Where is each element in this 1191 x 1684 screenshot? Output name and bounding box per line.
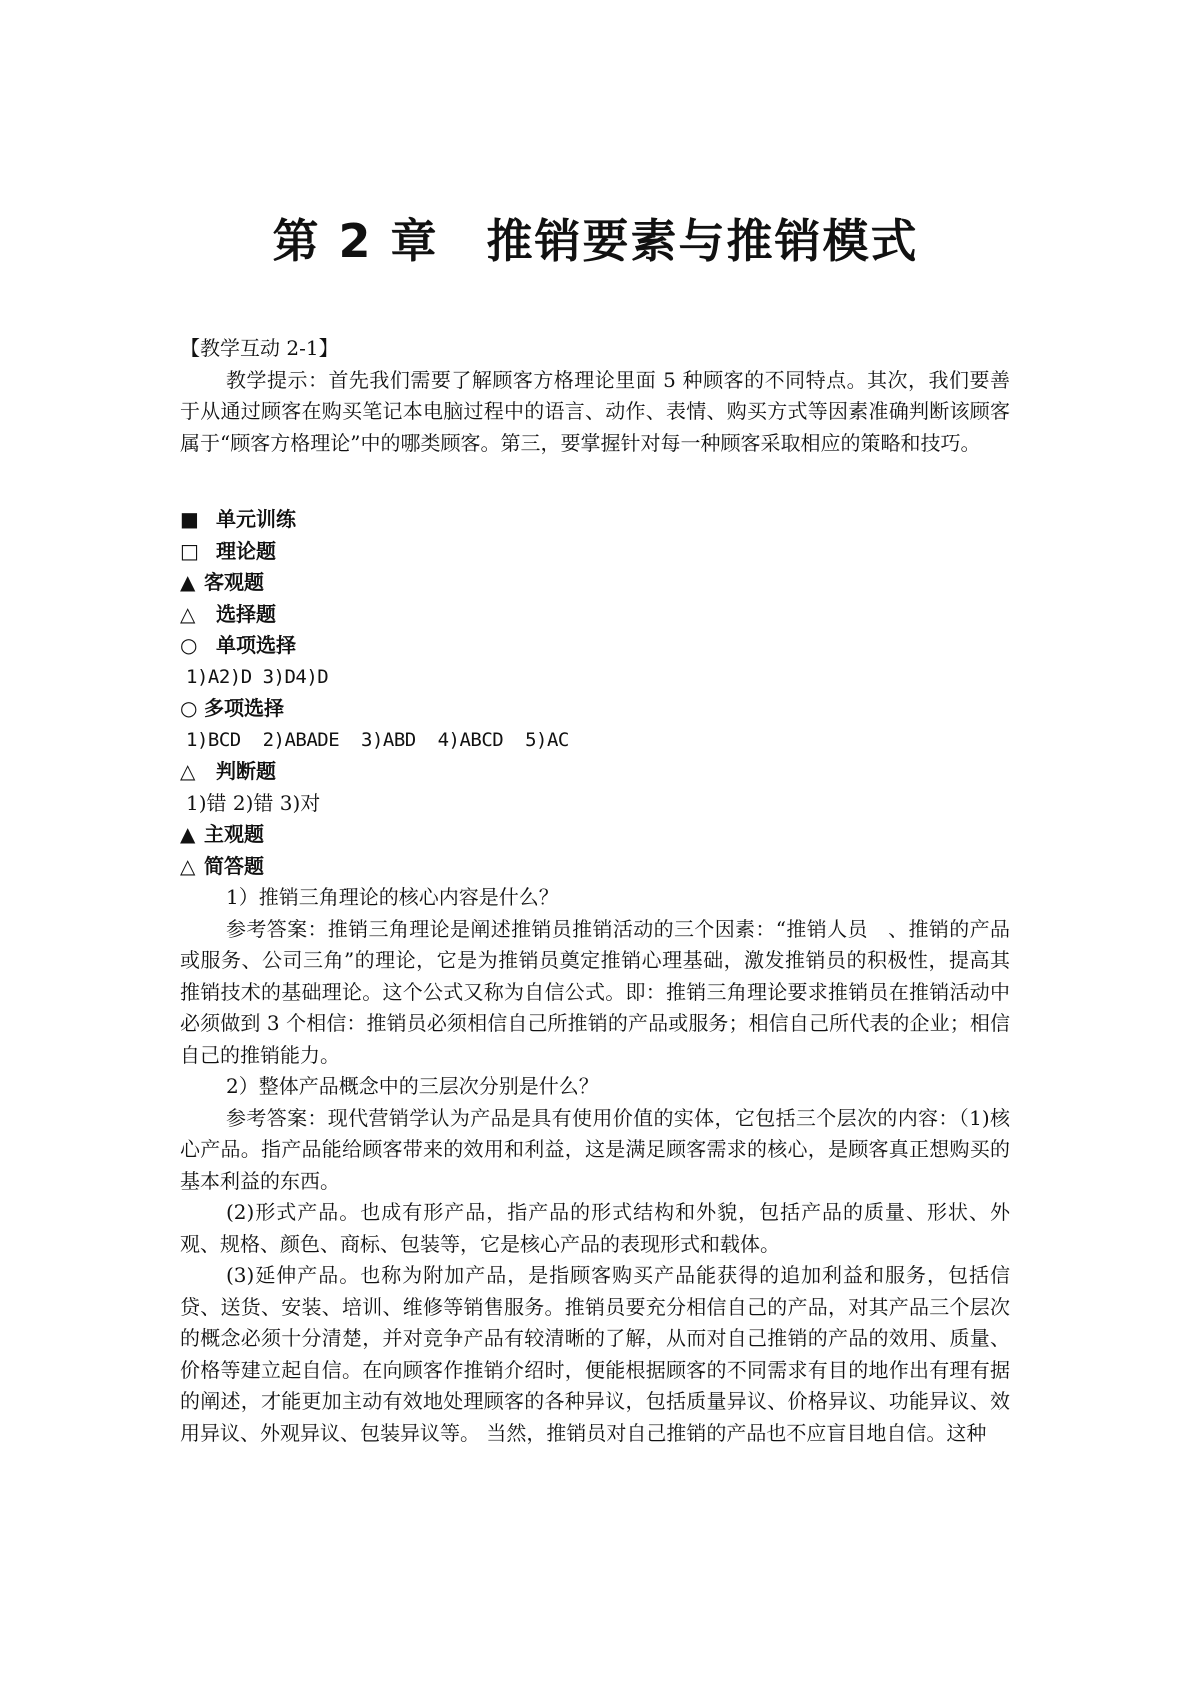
circle-icon: ○ [180,696,198,720]
single-choice-answers: 1)A2)D 3)D4)D [186,665,329,688]
answer-2-paragraph-1: 参考答案：现代营销学认为产品是具有使用价值的实体，它包括三个层次的内容：（1)核心产品。指产品能给顾客带来的效用和利益，这是满足顾客需求的核心，是顾客真正想购买的基本利益的东西。 [180,1105,1010,1193]
heading-text: 理论题 [216,538,276,563]
question-2: 2）整体产品概念中的三层次分别是什么？ [226,1074,599,1098]
heading-objective [180,567,1010,599]
circle-icon: ○ [180,633,198,657]
heading-text: 判断题 [216,759,276,783]
filled-triangle-icon: ▲ [180,822,196,846]
empty-triangle-icon: △ [180,601,196,626]
interaction-text: 教学提示：首先我们需要了解顾客方格理论里面 5 种顾客的不同特点。其次，我们要善于从通过顾客在购买笔记本电脑过程中的语言、动作、表情、购买方式等因素准确判断该顾客属于“顾客方格理论”中的哪类顾客。第三，要掌握针对每一种顾客采取相应的策略和技巧。 [180,367,1010,455]
answer-2-paragraph-2: (2)形式产品。也成有形产品，指产品的形式结构和外貌，包括产品的质量、形状、外观、规格、颜色、商标、包装等，它是核心产品的表现形式和载体。 [180,1200,1010,1256]
heading-theory [180,536,1010,568]
filled-square-icon: ■ [180,507,199,531]
question-1: 1）推销三角理论的核心内容是什么？ [226,885,559,909]
heading-choice [180,599,1010,631]
empty-square-icon: □ [180,538,199,563]
heading-multi-choice [180,693,1010,725]
document-body [180,333,1010,1449]
heading-text: 单元训练 [216,507,296,531]
heading-unit-training [180,504,1010,536]
empty-triangle-icon: △ [180,853,196,878]
empty-triangle-icon: △ [180,759,196,783]
answer-1-paragraph: 参考答案：推销三角理论是阐述推销员推销活动的三个因素：“推销人员 、推销的产品或服务、公司三角”的理论，它是为推销员奠定推销心理基础，激发推销员的积极性，提高其推销技术的基础理论。这个公式又称为自信公式。即：推销三角理论要求推销员在推销活动中必须做到 3 个相信：推销员必须相信自己所推销的产品或服务；相信自己所代表的企业；相信自己的推销能力。 [180,916,1010,1067]
heading-judgement [180,756,1010,788]
interaction-label: 【教学互动 2-1】 [180,336,339,360]
filled-triangle-icon: ▲ [180,570,196,594]
heading-text: 选择题 [216,601,276,626]
judgement-answers: 1)错 2)错 3)对 [186,790,321,815]
multi-choice-answers: 1)BCD 2)ABADE 3)ABD 4)ABCD 5)AC [186,728,569,751]
answer-2-paragraph-3: (3)延伸产品。也称为附加产品，是指顾客购买产品能获得的追加利益和服务，包括信贷、送货、安装、培训、维修等销售服务。推销员要充分相信自己的产品，对其产品三个层次的概念必须十分清楚，并对竞争产品有较清晰的了解，从而对自己推销的产品的效用、质量、价格等建立起自信。在向顾客作推销介绍时，便能根据顾客的不同需求有目的地作出有理有据的阐述，才能更加主动有效地处理顾客的各种异议，包括质量异议、价格异议、功能异议、效用异议、外观异议、包装异议等。 当然，推销员对自己推销的产品也不应盲目地自信。这种 [180,1263,1010,1445]
heading-text: 主观题 [204,822,264,846]
spacer [180,459,1010,504]
heading-text: 多项选择 [204,696,284,720]
heading-text: 简答题 [204,853,264,878]
heading-subjective [180,819,1010,851]
heading-short-answer [180,851,1010,883]
heading-single-choice [180,630,1010,662]
heading-text: 单项选择 [216,633,296,657]
chapter-title: 第 2 章 推销要素与推销模式 [272,214,919,268]
heading-text: 客观题 [204,570,264,594]
